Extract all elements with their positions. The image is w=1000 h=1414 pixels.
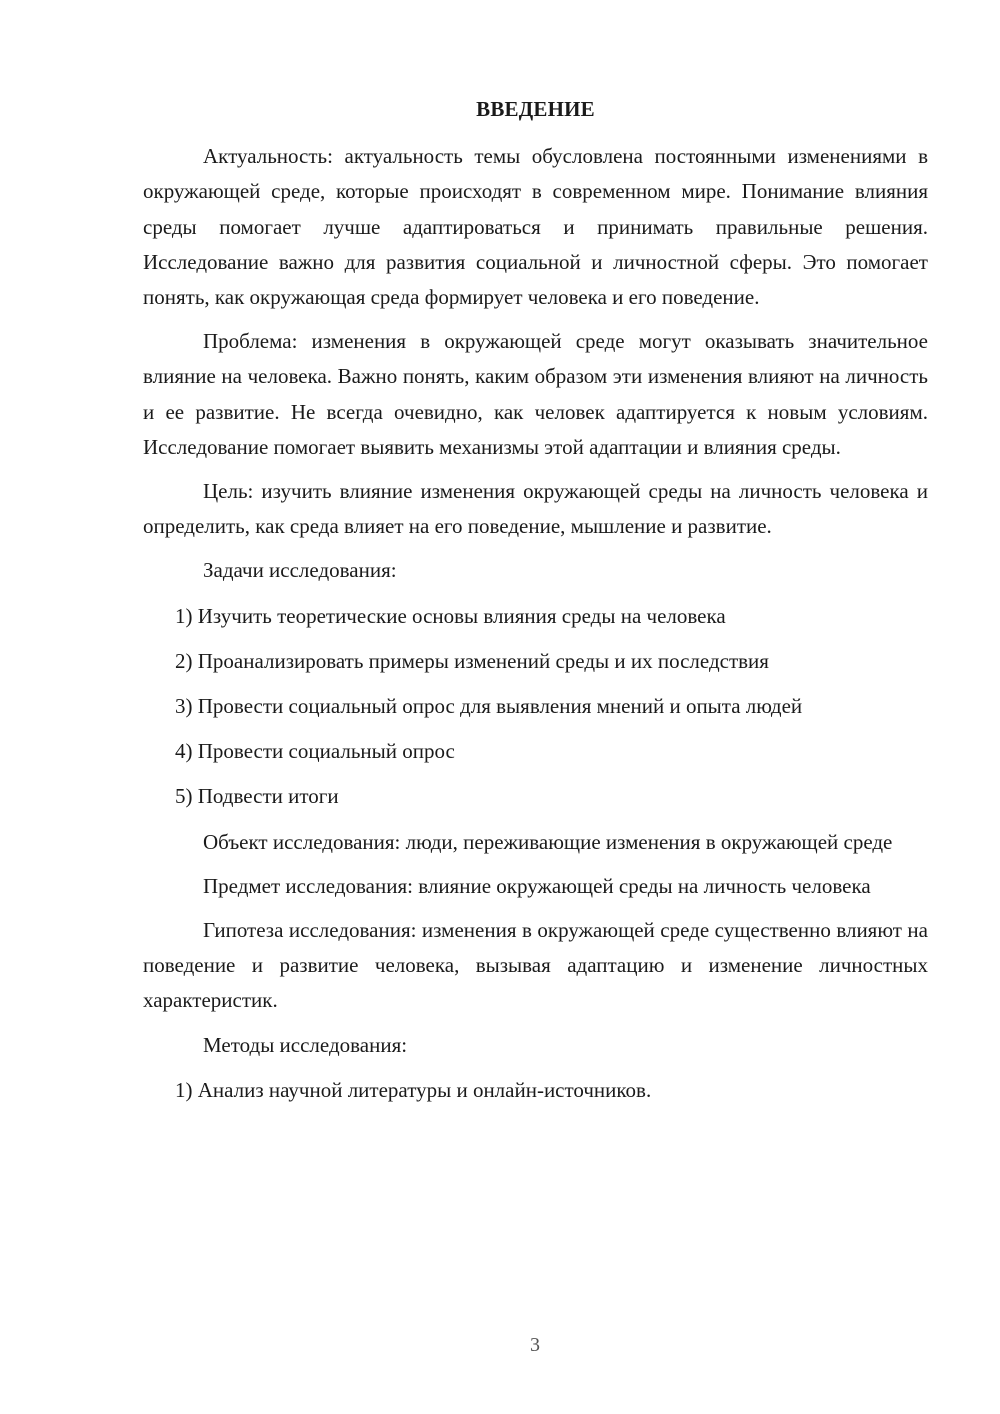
- tasks-label: Задачи исследования:: [203, 558, 397, 583]
- hypothesis-paragraph: Гипотеза исследования: изменения в окружающей среде существенно влияют на поведение и развитие человека, вызывая адаптацию и изменение личностных характеристик.: [143, 918, 928, 1013]
- relevance-paragraph: Актуальность: актуальность темы обусловлена постоянными изменениями в окружающей среде, которые происходят в современном мире. Понимание влияния среды помогает лучше адаптироваться и принимать правильные решения. Исследование важно для развития социальной и личностной сферы. Это помогает понять, как окружающая среда формирует человека и его поведение.: [143, 144, 928, 310]
- list-item: 1) Анализ научной литературы и онлайн-источников.: [175, 1077, 652, 1102]
- list-item: 5) Подвести итоги: [175, 784, 339, 809]
- methods-list: [143, 1073, 928, 1108]
- list-item: 1) Изучить теоретические основы влияния среды на человека: [175, 603, 726, 628]
- methods-label: Методы исследования:: [203, 1032, 408, 1057]
- list-item: 3) Провести социальный опрос для выявления мнений и опыта людей: [175, 694, 803, 719]
- subject-paragraph: Предмет исследования: влияние окружающей среды на личность человека: [203, 873, 871, 898]
- list-item: 4) Провести социальный опрос: [175, 739, 455, 764]
- problem-paragraph: Проблема: изменения в окружающей среде могут оказывать значительное влияние на человека. Важно понять, каким образом эти изменения влияют на личность и ее развитие. Не всегда очевидно, как человек адаптируется к новым условиям. Исследование помогает выявить механизмы этой адаптации и влияния среды.: [143, 329, 928, 459]
- object-paragraph: Объект исследования: люди, переживающие изменения в окружающей среде: [203, 829, 893, 854]
- page-number: 3: [530, 1334, 540, 1356]
- list-item: 2) Проанализировать примеры изменений среды и их последствия: [175, 648, 769, 673]
- section-title: ВВЕДЕНИЕ: [476, 97, 595, 121]
- document-page: [143, 92, 928, 1118]
- goal-paragraph: Цель: изучить влияние изменения окружающей среды на личность человека и определить, как среда влияет на его поведение, мышление и развитие.: [143, 479, 928, 539]
- tasks-list: [143, 599, 928, 815]
